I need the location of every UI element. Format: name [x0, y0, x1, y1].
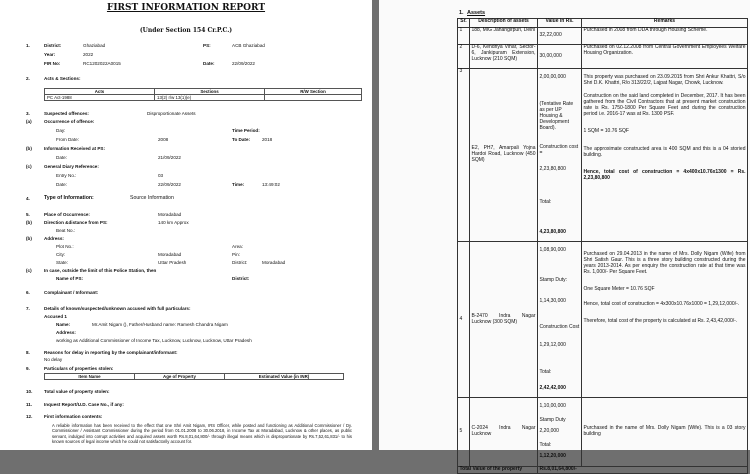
total-label: Total Value of the property: [458, 467, 538, 474]
gd-time-value: 13:49:02: [262, 182, 280, 187]
to-date-value: 2018: [262, 137, 273, 142]
sr-cell: 3: [458, 69, 470, 242]
section-6-number: 6.: [26, 290, 30, 295]
column-header: Acts: [45, 89, 155, 95]
section-10-number: 10.: [26, 389, 33, 394]
remark-line: Therefore, total cost of the property is calculated at Rs. 2,43,42,000/-.: [583, 318, 738, 325]
description-cell: D-6, Kendriya Vihar, Sector-6, Jankipuram Extension, Lucknow (210 SQM): [470, 45, 538, 69]
plot-no-label: Plot No.:: [56, 244, 74, 249]
value-line: Total:: [539, 199, 552, 206]
acts-sections-heading: Acts & Sections:: [44, 76, 81, 81]
accused-address-value: working as Additional Commissioner of Income Tax, Lucknow, Lucknow, Lucknow, Uttar Pradesh: [56, 338, 252, 343]
column-header-sr: Sr.: [458, 19, 470, 28]
item-letter: (c): [26, 164, 32, 169]
sr-cell: 4: [458, 242, 470, 398]
sr-cell: 5: [458, 398, 470, 467]
ps-district-label: District:: [232, 276, 250, 281]
first-information-contents: A reliable information has been received to the effect that one Shri Amit Nigam, IRS Officer, while posted and functioning as Additional Commissioner / Dy. Commissioner / Assistant Commissioner during the period from 01.01.2008 to 30.06.2018, in Income Tax at Moradabad, Lucknow & other places, as public servant, indulged into corrupt activities and acquired assets worth Rs.8,01,64,800/- through illegal means which is disproportionate by Rs.7,52,61,831/- to his known sources of legal income which he could not satisfactorily account for.: [52, 423, 352, 445]
section-9-number: 9.: [26, 366, 30, 371]
area-label: Area:: [232, 244, 243, 249]
table-row: [458, 28, 748, 45]
stolen-properties-heading: Particulars of properties stolen:: [44, 366, 114, 371]
suspected-offences-value: Disproportionate Assets: [147, 111, 196, 116]
accused-name-value: Mr.Amit Nigam (), Father/Husband name: Ramesh Chandra Nigam: [92, 322, 228, 327]
document-title: FIRST INFORMATION REPORT: [106, 3, 266, 13]
district-value: Ghaziabad: [83, 43, 106, 48]
accused-label: Accused 1: [44, 314, 67, 319]
state-label: State:: [56, 260, 69, 265]
pin-label: Pin:: [232, 252, 240, 257]
table-row: [458, 242, 748, 398]
fir-page-right: [379, 0, 750, 473]
value-line: Total:: [539, 369, 552, 376]
section-8-number: 8.: [26, 350, 30, 355]
acts-table: [44, 88, 362, 101]
from-date-label: From Date:: [56, 137, 79, 142]
stolen-properties-table: [44, 373, 344, 380]
section-7-number: 7.: [26, 306, 30, 311]
entry-no-value: 03: [158, 173, 164, 178]
table-header-row: [45, 374, 344, 380]
value-total: 4,23,80,800: [539, 228, 566, 235]
column-header: R/W Section: [265, 89, 362, 95]
remarks-cell: Purchased in the name of Mrs. Dolly Nigam (Wife). This is a 03 story building: [582, 398, 748, 467]
value-line: Stamp Duty: [539, 416, 566, 423]
value-line: 1,08,90,000: [539, 247, 566, 254]
total-value: Rs.8,01,64,800/-: [538, 467, 748, 474]
gd-time-label: Time:: [232, 182, 245, 187]
remarks-cell: Purchased on 02.12.2008 from Central Government Employees Welfare Housing Organization.: [582, 45, 748, 69]
district-label: District:: [44, 43, 62, 48]
gd-date-value: 22/09/2022: [158, 182, 181, 187]
value-line: Stamp Duty:: [539, 276, 568, 283]
address-label: Address:: [44, 236, 64, 241]
fir-no-value: RC1202022A0015: [83, 61, 121, 66]
beat-no-label: Beat No.:: [56, 228, 76, 233]
table-row: [458, 69, 748, 242]
accused-heading: Details of known/suspected/unknown accused with full particulars:: [44, 306, 191, 311]
info-date-value: 21/09/2022: [158, 155, 181, 160]
ps-label: PS:: [203, 43, 211, 48]
description-cell: 188, MIG Jahangirpuri, Delhi: [470, 28, 538, 45]
section-4-number: 4.: [26, 196, 30, 201]
type-of-information-value: Source Information: [130, 195, 174, 201]
delay-reason-label: Reasons for delay in reporting by the complainant/informant:: [44, 350, 178, 355]
item-letter: (c): [26, 268, 32, 273]
description-cell: C-2024 Indra Nagar Lucknow: [470, 398, 538, 467]
district-value-2: Moradabad: [262, 260, 286, 265]
value-total: 2,42,42,000: [539, 384, 566, 391]
remarks-cell: Purchased in 2008 from DDA through Housing Scheme.: [582, 28, 748, 45]
value-cell: [538, 398, 582, 467]
accused-address-label: Address:: [56, 330, 76, 335]
remark-line: One Square Meter = 10.76 SQF: [583, 286, 655, 293]
year-label: Year:: [44, 52, 56, 57]
remark-line: Purchased on 29.04.2013 in the name of Mrs. Dolly Nigam (Wife) from Shri Satish Gaur. This is a three story building constructed during the years 2013-2014. As per enquiry the construction rate at that time was Rs. 1,000/- Per Square Feet.: [583, 251, 746, 275]
section-2-number: 2.: [26, 76, 30, 81]
gd-reference-label: General Diary Reference:: [44, 164, 99, 169]
table-row: [45, 95, 362, 101]
value-line: Construction cost =: [539, 144, 579, 156]
table-row: [458, 398, 748, 467]
entry-no-label: Entry No.:: [56, 173, 77, 178]
district-label-2: District:: [232, 260, 248, 265]
column-header: Item Name: [45, 374, 135, 380]
section-3-number: 3.: [26, 111, 30, 116]
column-header-description: Description of assets: [470, 19, 538, 28]
to-date-label: To Date:: [232, 137, 251, 142]
suspected-offences-label: Suspected offences:: [44, 111, 89, 116]
year-value: 2022: [83, 52, 94, 57]
item-letter: (b): [26, 220, 32, 225]
value-line: 1,14,30,000: [539, 298, 566, 305]
value-cell: [538, 69, 582, 242]
complainant-heading: Complainant / Informant:: [44, 290, 99, 295]
remark-line: Hence, total cost of construction = 4x400x10.76x1300 = Rs. 2,23,80,800: [583, 169, 746, 181]
fir-date-label: Date:: [203, 61, 215, 66]
section-12-number: 12.: [26, 414, 33, 419]
inquest-report-label: Inquest Report/U.D. Case No., if any:: [44, 402, 124, 407]
document-subtitle: (Under Section 154 Cr.P.C.): [139, 27, 233, 34]
total-stolen-label: Total value of property stolen:: [44, 389, 110, 394]
rw-section-cell: [265, 95, 362, 101]
assets-table: [457, 18, 748, 474]
fir-no-label: FIR No:: [44, 61, 61, 66]
fir-page-left: [0, 0, 372, 450]
gd-date-label: Date:: [56, 182, 67, 187]
column-header: Age of Property: [135, 374, 225, 380]
value-cell: 30,00,000: [538, 45, 582, 69]
ps-value: ACB Ghaziabad: [232, 43, 265, 48]
remarks-cell: [582, 69, 748, 242]
item-letter: (a): [26, 119, 32, 124]
remark-line: The approximate constructed area is 400 SQM and this is a 04 storied building.: [583, 145, 746, 158]
info-date-label: Date:: [56, 155, 67, 160]
remark-line: 1 SQM = 10.76 SQF: [583, 128, 629, 135]
assets-section-number: 1.: [459, 10, 464, 16]
section-1-number: 1.: [26, 43, 30, 48]
time-period-label: Time Period:: [232, 128, 260, 133]
value-line: 1,29,12,000: [539, 341, 566, 348]
assets-heading: Assets: [467, 10, 486, 16]
info-received-label: Information Received at PS:: [44, 146, 106, 151]
day-label: Day:: [56, 128, 66, 133]
city-value: Moradabad: [158, 252, 182, 257]
sr-cell: 2: [458, 45, 470, 69]
value-line: Total:: [539, 441, 552, 448]
remark-line: Hence, total cost of construction = 4x300x10.76x1000 = 1,29,12,000/-.: [583, 300, 740, 307]
item-letter: (b): [26, 236, 32, 241]
value-line: 1,10,00,000: [539, 403, 566, 410]
delay-reason-value: No delay: [44, 357, 63, 362]
direction-label: Direction &distance from PS:: [44, 220, 108, 225]
item-letter: (b): [26, 146, 32, 151]
remark-line: Construction on the said land completed in December, 2017. It has been gathered from the Civil Contractors that at present market construction rate is Rs. 1750-1800 Per Square Feet and during the construction period i.e. 2016-17 was at Rs. 1300 PSF.: [583, 93, 746, 117]
direction-value: 140 km Approx: [158, 220, 189, 225]
first-information-heading: First information contents:: [44, 414, 103, 419]
act-cell: PC Act-1988: [45, 95, 155, 101]
remarks-cell: [582, 242, 748, 398]
place-value: Moradabad: [158, 212, 182, 217]
section-5-number: 5.: [26, 212, 30, 217]
state-value: Uttar Pradesh: [158, 260, 187, 265]
occurrence-label: Occurrence of offence:: [44, 119, 95, 124]
value-line: 2,00,00,000: [539, 73, 566, 80]
column-header: Estimated Value (in INR): [225, 374, 344, 380]
outside-limit-label: In case, outside the limit of this Police Station, then: [44, 268, 157, 273]
type-of-information-label: Type of Information:: [44, 195, 94, 201]
table-row: [458, 45, 748, 69]
name-of-ps-label: Name of PS:: [56, 276, 84, 281]
sr-cell: 1: [458, 28, 470, 45]
value-cell: 32,22,000: [538, 28, 582, 45]
value-note: (Tentative Rate as per UP Housing & Development Board).: [539, 101, 574, 131]
accused-name-label: Name:: [56, 322, 71, 327]
remark-line: This property was purchased on 23.09.2015 from Shri Ankur Khattri, S/o Shri D.K. Khattri, R/o 313/22/2, Lajpat Nagar, Chowk, Lucknow.: [583, 73, 746, 86]
description-cell: E2, PH7, Amarpali Yojna Hardoi Road, Lucknow (450 SQM): [470, 69, 538, 242]
description-cell: B-2470 Indra Nagar Lucknow (300 SQM): [470, 242, 538, 398]
total-row: [458, 467, 748, 474]
sections-cell: 13(2) r/w 13(1)(e): [155, 95, 265, 101]
place-label: Place of Occurrence:: [44, 212, 90, 217]
section-11-number: 11.: [26, 402, 33, 407]
from-date-value: 2008: [158, 137, 169, 142]
value-line: 2,23,80,800: [539, 165, 566, 172]
value-total: 1,12,20,000: [539, 453, 566, 460]
value-cell: [538, 242, 582, 398]
city-label: City:: [56, 252, 66, 257]
fir-date-value: 22/09/2022: [232, 61, 255, 66]
column-header-value: Value in Rs.: [538, 19, 582, 28]
value-line: 2,20,000: [539, 428, 559, 435]
value-line: Construction Cost: [539, 323, 580, 330]
column-header-remarks: Remarks: [582, 19, 748, 28]
column-header: Sections: [155, 89, 265, 95]
